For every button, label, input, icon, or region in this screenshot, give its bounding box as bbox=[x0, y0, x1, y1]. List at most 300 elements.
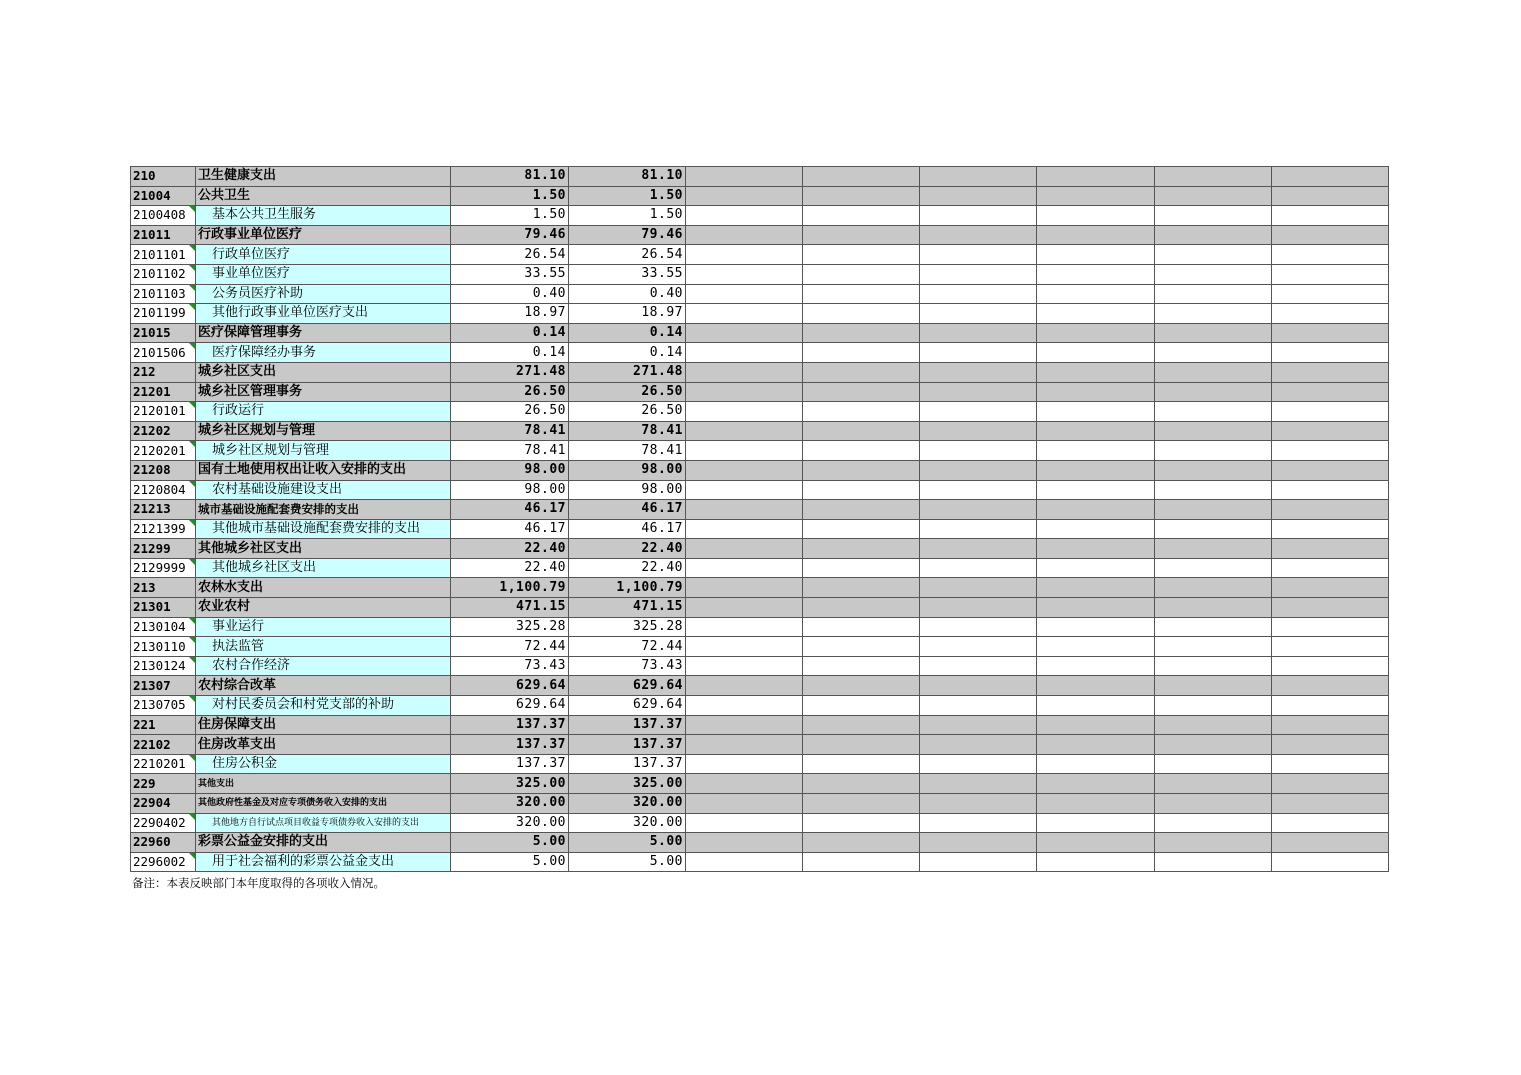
empty-cell[interactable] bbox=[686, 754, 803, 774]
subject-code-cell[interactable]: 2120201 bbox=[131, 441, 196, 461]
empty-cell[interactable] bbox=[1272, 598, 1389, 618]
empty-cell[interactable] bbox=[1037, 656, 1155, 676]
empty-cell[interactable] bbox=[686, 578, 803, 598]
subject-name-cell[interactable]: 农村综合改革 bbox=[196, 676, 451, 696]
total-amount-cell[interactable]: 271.48 bbox=[451, 362, 569, 382]
empty-cell[interactable] bbox=[803, 186, 920, 206]
empty-cell[interactable] bbox=[1155, 284, 1272, 304]
empty-cell[interactable] bbox=[1272, 441, 1389, 461]
total-amount-cell[interactable]: 78.41 bbox=[451, 421, 569, 441]
empty-cell[interactable] bbox=[1155, 225, 1272, 245]
subject-code-cell[interactable]: 2101101 bbox=[131, 245, 196, 265]
subject-code-cell[interactable]: 2129999 bbox=[131, 558, 196, 578]
subject-code-cell[interactable]: 21213 bbox=[131, 500, 196, 520]
basic-amount-cell[interactable]: 26.54 bbox=[569, 245, 686, 265]
total-amount-cell[interactable]: 1.50 bbox=[451, 186, 569, 206]
empty-cell[interactable] bbox=[920, 813, 1037, 833]
empty-cell[interactable] bbox=[1272, 696, 1389, 716]
empty-cell[interactable] bbox=[686, 598, 803, 618]
empty-cell[interactable] bbox=[1272, 402, 1389, 422]
empty-cell[interactable] bbox=[803, 421, 920, 441]
empty-cell[interactable] bbox=[920, 794, 1037, 814]
subject-code-cell[interactable]: 2120101 bbox=[131, 402, 196, 422]
empty-cell[interactable] bbox=[1037, 578, 1155, 598]
subject-name-cell[interactable]: 其他支出 bbox=[196, 774, 451, 794]
empty-cell[interactable] bbox=[1272, 774, 1389, 794]
empty-cell[interactable] bbox=[803, 206, 920, 226]
empty-cell[interactable] bbox=[1155, 421, 1272, 441]
empty-cell[interactable] bbox=[1272, 656, 1389, 676]
basic-amount-cell[interactable]: 0.14 bbox=[569, 323, 686, 343]
subject-name-cell[interactable]: 执法监管 bbox=[196, 637, 451, 657]
subject-name-cell[interactable]: 住房改革支出 bbox=[196, 735, 451, 755]
empty-cell[interactable] bbox=[920, 519, 1037, 539]
empty-cell[interactable] bbox=[686, 460, 803, 480]
basic-amount-cell[interactable]: 471.15 bbox=[569, 598, 686, 618]
empty-cell[interactable] bbox=[920, 696, 1037, 716]
empty-cell[interactable] bbox=[803, 774, 920, 794]
subject-code-cell[interactable]: 21015 bbox=[131, 323, 196, 343]
empty-cell[interactable] bbox=[1037, 460, 1155, 480]
empty-cell[interactable] bbox=[1155, 539, 1272, 559]
empty-cell[interactable] bbox=[920, 304, 1037, 324]
basic-amount-cell[interactable]: 629.64 bbox=[569, 696, 686, 716]
basic-amount-cell[interactable]: 5.00 bbox=[569, 852, 686, 872]
empty-cell[interactable] bbox=[1155, 264, 1272, 284]
subject-name-cell[interactable]: 行政运行 bbox=[196, 402, 451, 422]
empty-cell[interactable] bbox=[686, 323, 803, 343]
empty-cell[interactable] bbox=[1272, 323, 1389, 343]
empty-cell[interactable] bbox=[686, 343, 803, 363]
subject-code-cell[interactable]: 2120804 bbox=[131, 480, 196, 500]
subject-code-cell[interactable]: 21011 bbox=[131, 225, 196, 245]
empty-cell[interactable] bbox=[803, 362, 920, 382]
empty-cell[interactable] bbox=[1037, 441, 1155, 461]
empty-cell[interactable] bbox=[1272, 519, 1389, 539]
empty-cell[interactable] bbox=[920, 500, 1037, 520]
empty-cell[interactable] bbox=[803, 637, 920, 657]
empty-cell[interactable] bbox=[1272, 754, 1389, 774]
empty-cell[interactable] bbox=[920, 284, 1037, 304]
subject-code-cell[interactable]: 210 bbox=[131, 167, 196, 187]
empty-cell[interactable] bbox=[686, 617, 803, 637]
empty-cell[interactable] bbox=[686, 539, 803, 559]
empty-cell[interactable] bbox=[1272, 343, 1389, 363]
total-amount-cell[interactable]: 0.40 bbox=[451, 284, 569, 304]
subject-code-cell[interactable]: 2296002 bbox=[131, 852, 196, 872]
total-amount-cell[interactable]: 137.37 bbox=[451, 715, 569, 735]
empty-cell[interactable] bbox=[1037, 696, 1155, 716]
empty-cell[interactable] bbox=[686, 715, 803, 735]
empty-cell[interactable] bbox=[803, 304, 920, 324]
empty-cell[interactable] bbox=[803, 794, 920, 814]
empty-cell[interactable] bbox=[803, 833, 920, 853]
empty-cell[interactable] bbox=[920, 421, 1037, 441]
subject-code-cell[interactable]: 21208 bbox=[131, 460, 196, 480]
empty-cell[interactable] bbox=[1155, 598, 1272, 618]
empty-cell[interactable] bbox=[803, 167, 920, 187]
empty-cell[interactable] bbox=[1272, 578, 1389, 598]
empty-cell[interactable] bbox=[1037, 480, 1155, 500]
empty-cell[interactable] bbox=[1155, 813, 1272, 833]
subject-name-cell[interactable]: 其他城乡社区支出 bbox=[196, 558, 451, 578]
basic-amount-cell[interactable]: 320.00 bbox=[569, 794, 686, 814]
empty-cell[interactable] bbox=[920, 656, 1037, 676]
total-amount-cell[interactable]: 5.00 bbox=[451, 852, 569, 872]
subject-name-cell[interactable]: 公共卫生 bbox=[196, 186, 451, 206]
empty-cell[interactable] bbox=[1037, 421, 1155, 441]
empty-cell[interactable] bbox=[920, 225, 1037, 245]
total-amount-cell[interactable]: 325.28 bbox=[451, 617, 569, 637]
empty-cell[interactable] bbox=[686, 833, 803, 853]
empty-cell[interactable] bbox=[1037, 558, 1155, 578]
subject-name-cell[interactable]: 农村合作经济 bbox=[196, 656, 451, 676]
basic-amount-cell[interactable]: 78.41 bbox=[569, 441, 686, 461]
subject-name-cell[interactable]: 其他城市基础设施配套费安排的支出 bbox=[196, 519, 451, 539]
empty-cell[interactable] bbox=[1037, 774, 1155, 794]
subject-code-cell[interactable]: 22960 bbox=[131, 833, 196, 853]
subject-name-cell[interactable]: 基本公共卫生服务 bbox=[196, 206, 451, 226]
subject-name-cell[interactable]: 卫生健康支出 bbox=[196, 167, 451, 187]
total-amount-cell[interactable]: 325.00 bbox=[451, 774, 569, 794]
empty-cell[interactable] bbox=[1037, 206, 1155, 226]
subject-code-cell[interactable]: 2100408 bbox=[131, 206, 196, 226]
empty-cell[interactable] bbox=[1155, 167, 1272, 187]
subject-code-cell[interactable]: 2101103 bbox=[131, 284, 196, 304]
subject-name-cell[interactable]: 住房公积金 bbox=[196, 754, 451, 774]
empty-cell[interactable] bbox=[1155, 754, 1272, 774]
empty-cell[interactable] bbox=[1272, 167, 1389, 187]
empty-cell[interactable] bbox=[1155, 696, 1272, 716]
basic-amount-cell[interactable]: 1.50 bbox=[569, 206, 686, 226]
total-amount-cell[interactable]: 73.43 bbox=[451, 656, 569, 676]
total-amount-cell[interactable]: 78.41 bbox=[451, 441, 569, 461]
subject-code-cell[interactable]: 22102 bbox=[131, 735, 196, 755]
empty-cell[interactable] bbox=[1272, 676, 1389, 696]
empty-cell[interactable] bbox=[1155, 676, 1272, 696]
basic-amount-cell[interactable]: 5.00 bbox=[569, 833, 686, 853]
empty-cell[interactable] bbox=[1037, 833, 1155, 853]
total-amount-cell[interactable]: 79.46 bbox=[451, 225, 569, 245]
empty-cell[interactable] bbox=[1037, 167, 1155, 187]
basic-amount-cell[interactable]: 72.44 bbox=[569, 637, 686, 657]
basic-amount-cell[interactable]: 137.37 bbox=[569, 715, 686, 735]
empty-cell[interactable] bbox=[920, 264, 1037, 284]
empty-cell[interactable] bbox=[686, 304, 803, 324]
subject-code-cell[interactable]: 2130110 bbox=[131, 637, 196, 657]
subject-name-cell[interactable]: 农村基础设施建设支出 bbox=[196, 480, 451, 500]
empty-cell[interactable] bbox=[1037, 284, 1155, 304]
empty-cell[interactable] bbox=[920, 362, 1037, 382]
empty-cell[interactable] bbox=[803, 500, 920, 520]
total-amount-cell[interactable]: 320.00 bbox=[451, 813, 569, 833]
empty-cell[interactable] bbox=[920, 617, 1037, 637]
empty-cell[interactable] bbox=[920, 539, 1037, 559]
basic-amount-cell[interactable]: 46.17 bbox=[569, 500, 686, 520]
empty-cell[interactable] bbox=[1037, 186, 1155, 206]
total-amount-cell[interactable]: 0.14 bbox=[451, 323, 569, 343]
total-amount-cell[interactable]: 471.15 bbox=[451, 598, 569, 618]
empty-cell[interactable] bbox=[1272, 245, 1389, 265]
subject-code-cell[interactable]: 21307 bbox=[131, 676, 196, 696]
empty-cell[interactable] bbox=[1155, 558, 1272, 578]
empty-cell[interactable] bbox=[803, 382, 920, 402]
basic-amount-cell[interactable]: 26.50 bbox=[569, 382, 686, 402]
subject-code-cell[interactable]: 2210201 bbox=[131, 754, 196, 774]
subject-name-cell[interactable]: 住房保障支出 bbox=[196, 715, 451, 735]
empty-cell[interactable] bbox=[1037, 362, 1155, 382]
subject-name-cell[interactable]: 医疗保障管理事务 bbox=[196, 323, 451, 343]
empty-cell[interactable] bbox=[1037, 519, 1155, 539]
empty-cell[interactable] bbox=[1272, 382, 1389, 402]
empty-cell[interactable] bbox=[920, 382, 1037, 402]
empty-cell[interactable] bbox=[1155, 617, 1272, 637]
empty-cell[interactable] bbox=[1272, 715, 1389, 735]
empty-cell[interactable] bbox=[1037, 617, 1155, 637]
subject-name-cell[interactable]: 国有土地使用权出让收入安排的支出 bbox=[196, 460, 451, 480]
subject-name-cell[interactable]: 事业单位医疗 bbox=[196, 264, 451, 284]
empty-cell[interactable] bbox=[1155, 362, 1272, 382]
empty-cell[interactable] bbox=[1037, 794, 1155, 814]
total-amount-cell[interactable]: 629.64 bbox=[451, 676, 569, 696]
empty-cell[interactable] bbox=[686, 676, 803, 696]
empty-cell[interactable] bbox=[920, 402, 1037, 422]
empty-cell[interactable] bbox=[1272, 813, 1389, 833]
subject-name-cell[interactable]: 城市基础设施配套费安排的支出 bbox=[196, 500, 451, 520]
subject-code-cell[interactable]: 212 bbox=[131, 362, 196, 382]
empty-cell[interactable] bbox=[686, 186, 803, 206]
basic-amount-cell[interactable]: 18.97 bbox=[569, 304, 686, 324]
empty-cell[interactable] bbox=[686, 362, 803, 382]
empty-cell[interactable] bbox=[1037, 500, 1155, 520]
total-amount-cell[interactable]: 1,100.79 bbox=[451, 578, 569, 598]
empty-cell[interactable] bbox=[1155, 774, 1272, 794]
empty-cell[interactable] bbox=[920, 637, 1037, 657]
empty-cell[interactable] bbox=[1037, 343, 1155, 363]
empty-cell[interactable] bbox=[1155, 480, 1272, 500]
empty-cell[interactable] bbox=[1037, 225, 1155, 245]
empty-cell[interactable] bbox=[1272, 558, 1389, 578]
empty-cell[interactable] bbox=[920, 715, 1037, 735]
empty-cell[interactable] bbox=[803, 656, 920, 676]
empty-cell[interactable] bbox=[1155, 206, 1272, 226]
empty-cell[interactable] bbox=[1155, 794, 1272, 814]
empty-cell[interactable] bbox=[686, 637, 803, 657]
empty-cell[interactable] bbox=[803, 323, 920, 343]
empty-cell[interactable] bbox=[1155, 460, 1272, 480]
empty-cell[interactable] bbox=[1272, 460, 1389, 480]
empty-cell[interactable] bbox=[1272, 284, 1389, 304]
empty-cell[interactable] bbox=[1272, 852, 1389, 872]
empty-cell[interactable] bbox=[803, 441, 920, 461]
total-amount-cell[interactable]: 1.50 bbox=[451, 206, 569, 226]
subject-code-cell[interactable]: 2101506 bbox=[131, 343, 196, 363]
subject-code-cell[interactable]: 2130705 bbox=[131, 696, 196, 716]
empty-cell[interactable] bbox=[803, 676, 920, 696]
empty-cell[interactable] bbox=[803, 598, 920, 618]
subject-name-cell[interactable]: 公务员医疗补助 bbox=[196, 284, 451, 304]
subject-name-cell[interactable]: 城乡社区规划与管理 bbox=[196, 441, 451, 461]
empty-cell[interactable] bbox=[686, 264, 803, 284]
subject-code-cell[interactable]: 2130124 bbox=[131, 656, 196, 676]
empty-cell[interactable] bbox=[686, 774, 803, 794]
subject-code-cell[interactable]: 229 bbox=[131, 774, 196, 794]
basic-amount-cell[interactable]: 33.55 bbox=[569, 264, 686, 284]
empty-cell[interactable] bbox=[803, 715, 920, 735]
empty-cell[interactable] bbox=[1272, 735, 1389, 755]
empty-cell[interactable] bbox=[686, 167, 803, 187]
empty-cell[interactable] bbox=[686, 206, 803, 226]
basic-amount-cell[interactable]: 78.41 bbox=[569, 421, 686, 441]
empty-cell[interactable] bbox=[1272, 206, 1389, 226]
total-amount-cell[interactable]: 46.17 bbox=[451, 500, 569, 520]
empty-cell[interactable] bbox=[1272, 362, 1389, 382]
subject-name-cell[interactable]: 其他地方自行试点项目收益专项债券收入安排的支出 bbox=[196, 813, 451, 833]
empty-cell[interactable] bbox=[920, 852, 1037, 872]
empty-cell[interactable] bbox=[686, 813, 803, 833]
empty-cell[interactable] bbox=[686, 500, 803, 520]
subject-code-cell[interactable]: 221 bbox=[131, 715, 196, 735]
empty-cell[interactable] bbox=[803, 264, 920, 284]
empty-cell[interactable] bbox=[1037, 264, 1155, 284]
empty-cell[interactable] bbox=[686, 696, 803, 716]
empty-cell[interactable] bbox=[686, 794, 803, 814]
empty-cell[interactable] bbox=[1272, 264, 1389, 284]
basic-amount-cell[interactable]: 22.40 bbox=[569, 539, 686, 559]
subject-name-cell[interactable]: 行政事业单位医疗 bbox=[196, 225, 451, 245]
empty-cell[interactable] bbox=[803, 343, 920, 363]
empty-cell[interactable] bbox=[1155, 656, 1272, 676]
subject-name-cell[interactable]: 城乡社区规划与管理 bbox=[196, 421, 451, 441]
empty-cell[interactable] bbox=[1272, 421, 1389, 441]
subject-name-cell[interactable]: 农林水支出 bbox=[196, 578, 451, 598]
basic-amount-cell[interactable]: 271.48 bbox=[569, 362, 686, 382]
empty-cell[interactable] bbox=[686, 284, 803, 304]
basic-amount-cell[interactable]: 137.37 bbox=[569, 735, 686, 755]
total-amount-cell[interactable]: 320.00 bbox=[451, 794, 569, 814]
total-amount-cell[interactable]: 98.00 bbox=[451, 480, 569, 500]
basic-amount-cell[interactable]: 1.50 bbox=[569, 186, 686, 206]
subject-name-cell[interactable]: 城乡社区管理事务 bbox=[196, 382, 451, 402]
empty-cell[interactable] bbox=[1037, 676, 1155, 696]
empty-cell[interactable] bbox=[1272, 225, 1389, 245]
subject-code-cell[interactable]: 21301 bbox=[131, 598, 196, 618]
empty-cell[interactable] bbox=[1155, 382, 1272, 402]
total-amount-cell[interactable]: 0.14 bbox=[451, 343, 569, 363]
subject-code-cell[interactable]: 2121399 bbox=[131, 519, 196, 539]
empty-cell[interactable] bbox=[1037, 715, 1155, 735]
empty-cell[interactable] bbox=[1037, 735, 1155, 755]
subject-code-cell[interactable]: 2290402 bbox=[131, 813, 196, 833]
empty-cell[interactable] bbox=[1155, 402, 1272, 422]
empty-cell[interactable] bbox=[803, 852, 920, 872]
basic-amount-cell[interactable]: 325.28 bbox=[569, 617, 686, 637]
subject-code-cell[interactable]: 21202 bbox=[131, 421, 196, 441]
subject-name-cell[interactable]: 事业运行 bbox=[196, 617, 451, 637]
subject-code-cell[interactable]: 2101102 bbox=[131, 264, 196, 284]
empty-cell[interactable] bbox=[1272, 833, 1389, 853]
subject-name-cell[interactable]: 医疗保障经办事务 bbox=[196, 343, 451, 363]
empty-cell[interactable] bbox=[920, 833, 1037, 853]
empty-cell[interactable] bbox=[920, 735, 1037, 755]
empty-cell[interactable] bbox=[920, 460, 1037, 480]
empty-cell[interactable] bbox=[686, 245, 803, 265]
empty-cell[interactable] bbox=[803, 539, 920, 559]
subject-name-cell[interactable]: 城乡社区支出 bbox=[196, 362, 451, 382]
subject-name-cell[interactable]: 彩票公益金安排的支出 bbox=[196, 833, 451, 853]
basic-amount-cell[interactable]: 137.37 bbox=[569, 754, 686, 774]
basic-amount-cell[interactable]: 98.00 bbox=[569, 480, 686, 500]
empty-cell[interactable] bbox=[1155, 637, 1272, 657]
empty-cell[interactable] bbox=[1155, 245, 1272, 265]
empty-cell[interactable] bbox=[686, 225, 803, 245]
empty-cell[interactable] bbox=[920, 578, 1037, 598]
basic-amount-cell[interactable]: 26.50 bbox=[569, 402, 686, 422]
total-amount-cell[interactable]: 22.40 bbox=[451, 558, 569, 578]
empty-cell[interactable] bbox=[1272, 794, 1389, 814]
total-amount-cell[interactable]: 26.50 bbox=[451, 402, 569, 422]
total-amount-cell[interactable]: 5.00 bbox=[451, 833, 569, 853]
empty-cell[interactable] bbox=[920, 323, 1037, 343]
empty-cell[interactable] bbox=[803, 402, 920, 422]
empty-cell[interactable] bbox=[1272, 637, 1389, 657]
empty-cell[interactable] bbox=[803, 284, 920, 304]
empty-cell[interactable] bbox=[1272, 539, 1389, 559]
empty-cell[interactable] bbox=[920, 245, 1037, 265]
total-amount-cell[interactable]: 26.54 bbox=[451, 245, 569, 265]
subject-name-cell[interactable]: 用于社会福利的彩票公益金支出 bbox=[196, 852, 451, 872]
total-amount-cell[interactable]: 18.97 bbox=[451, 304, 569, 324]
total-amount-cell[interactable]: 137.37 bbox=[451, 735, 569, 755]
total-amount-cell[interactable]: 46.17 bbox=[451, 519, 569, 539]
empty-cell[interactable] bbox=[686, 519, 803, 539]
empty-cell[interactable] bbox=[686, 402, 803, 422]
empty-cell[interactable] bbox=[686, 656, 803, 676]
empty-cell[interactable] bbox=[686, 558, 803, 578]
empty-cell[interactable] bbox=[803, 245, 920, 265]
empty-cell[interactable] bbox=[803, 578, 920, 598]
subject-code-cell[interactable]: 2101199 bbox=[131, 304, 196, 324]
empty-cell[interactable] bbox=[1037, 852, 1155, 872]
total-amount-cell[interactable]: 26.50 bbox=[451, 382, 569, 402]
total-amount-cell[interactable]: 81.10 bbox=[451, 167, 569, 187]
empty-cell[interactable] bbox=[920, 558, 1037, 578]
empty-cell[interactable] bbox=[1272, 186, 1389, 206]
subject-name-cell[interactable]: 农业农村 bbox=[196, 598, 451, 618]
total-amount-cell[interactable]: 137.37 bbox=[451, 754, 569, 774]
empty-cell[interactable] bbox=[803, 735, 920, 755]
empty-cell[interactable] bbox=[1037, 598, 1155, 618]
subject-name-cell[interactable]: 对村民委员会和村党支部的补助 bbox=[196, 696, 451, 716]
subject-code-cell[interactable]: 213 bbox=[131, 578, 196, 598]
empty-cell[interactable] bbox=[920, 343, 1037, 363]
empty-cell[interactable] bbox=[803, 617, 920, 637]
empty-cell[interactable] bbox=[1155, 323, 1272, 343]
subject-name-cell[interactable]: 其他行政事业单位医疗支出 bbox=[196, 304, 451, 324]
subject-name-cell[interactable]: 其他城乡社区支出 bbox=[196, 539, 451, 559]
empty-cell[interactable] bbox=[803, 558, 920, 578]
empty-cell[interactable] bbox=[1037, 754, 1155, 774]
empty-cell[interactable] bbox=[1037, 323, 1155, 343]
empty-cell[interactable] bbox=[1272, 500, 1389, 520]
subject-code-cell[interactable]: 2130104 bbox=[131, 617, 196, 637]
subject-code-cell[interactable]: 21299 bbox=[131, 539, 196, 559]
empty-cell[interactable] bbox=[686, 852, 803, 872]
empty-cell[interactable] bbox=[1272, 304, 1389, 324]
empty-cell[interactable] bbox=[1272, 617, 1389, 637]
empty-cell[interactable] bbox=[803, 225, 920, 245]
empty-cell[interactable] bbox=[686, 480, 803, 500]
